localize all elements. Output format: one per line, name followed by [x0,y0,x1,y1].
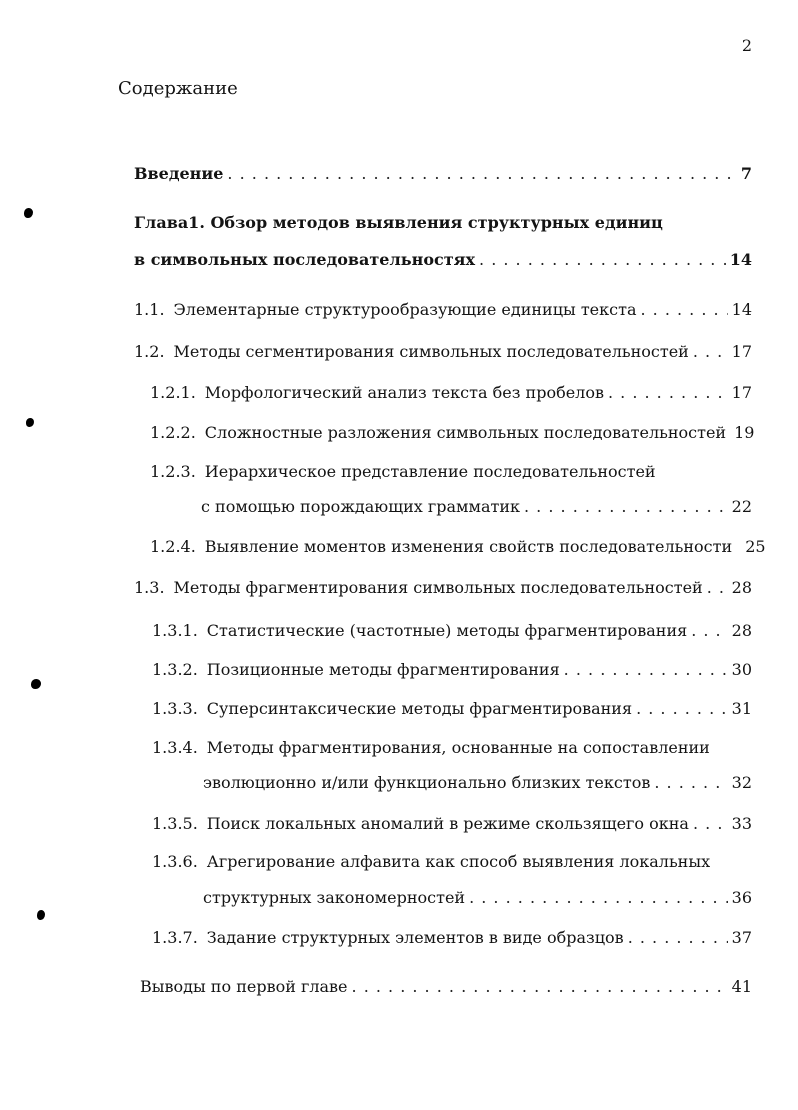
toc-entry-1-3-5[interactable] [152,814,752,833]
toc-label-text: Морфологический анализ текста без пробелов [204,383,604,402]
toc-label: эволюционно и/или функционально близких текстов [203,773,651,792]
toc-label-text: Элементарные структурообразующие единицы текста [173,300,637,319]
toc-title: Содержание [118,78,238,99]
toc-entry-1-2-4[interactable] [150,537,766,556]
toc-entry-1-1[interactable] [134,300,752,319]
toc-label [152,660,560,679]
toc-page: 36 [731,888,752,907]
toc-leader [654,773,727,792]
toc-num: 1.3.1. [152,621,198,640]
toc-label [150,383,604,402]
toc-label-text: Статистические (частотные) методы фрагментирования [206,621,688,640]
toc-label-text: Поиск локальных аномалий в режиме скользящего окна [206,814,689,833]
toc-num: 1.2. [134,342,165,361]
toc-entry-1-3-6[interactable] [203,888,752,907]
toc-label: структурных закономерностей [203,888,466,907]
toc-page: 19 [734,423,755,442]
toc-label-text: Выявление моментов изменения свойств последовательности [204,537,733,556]
toc-entry-chapter1[interactable] [134,250,752,269]
toc-entry-1-3-4-line1[interactable] [152,738,710,757]
toc-num: 1.3. [134,578,165,597]
scan-speck [37,910,45,920]
toc-page: 14 [731,300,752,319]
toc-entry-chapter1-line1[interactable]: Глава1. Обзор методов выявления структурных единиц [134,213,663,232]
toc-entry-1-2-1[interactable] [150,383,752,402]
toc-label [152,621,687,640]
toc-num: 1.3.3. [152,699,198,718]
toc-leader [352,977,728,996]
toc-num: 1.3.2. [152,660,198,679]
toc-page: 17 [731,342,752,361]
toc-leader [479,250,726,269]
toc-label-text: Методы фрагментирования символьных последовательностей [173,578,703,597]
scan-speck [24,208,33,218]
toc-label [134,342,689,361]
toc-page: 7 [740,164,752,183]
toc-page: 17 [731,383,752,402]
scan-speck [26,418,34,427]
toc-entry-1-3-2[interactable] [152,660,752,679]
toc-leader [693,342,728,361]
toc-page: 30 [731,660,752,679]
toc-label-text: Сложностные разложения символьных последовательностей [204,423,727,442]
toc-num: 1.2.3. [150,462,196,481]
page-number: 2 [741,36,752,55]
toc-page: 28 [731,621,752,640]
scan-speck [31,679,41,689]
toc-label [134,578,703,597]
toc-label [152,814,689,833]
toc-num: 1.3.6. [152,852,198,871]
toc-entry-1-2-3[interactable] [201,497,752,516]
toc-label: Выводы по первой главе [140,977,348,996]
toc-label-text: Суперсинтаксические методы фрагментирования [206,699,633,718]
toc-entry-1-2[interactable] [134,342,752,361]
toc-entry-1-2-3-line1[interactable] [150,462,656,481]
toc-entry-1-3-7[interactable] [152,928,752,947]
toc-label: с помощью порождающих грамматик [201,497,520,516]
toc-leader [227,164,736,183]
toc-label-text: Иерархическое представление последовательностей [204,462,656,481]
toc-entry-introduction[interactable] [134,164,752,183]
toc-page: 33 [731,814,752,833]
toc-page: 41 [731,977,752,996]
toc-entry-conclusions[interactable] [140,977,752,996]
toc-page: 28 [731,578,752,597]
toc-label-text: Методы фрагментирования, основанные на сопоставлении [206,738,710,757]
toc-page: 31 [731,699,752,718]
toc-leader [628,928,728,947]
toc-page: 32 [731,773,752,792]
toc-leader [691,621,727,640]
toc-label [152,699,632,718]
toc-page: 25 [745,537,766,556]
toc-label [134,300,636,319]
toc-leader [693,814,728,833]
toc-entry-1-3-3[interactable] [152,699,752,718]
toc-leader [608,383,728,402]
toc-entry-1-3[interactable] [134,578,752,597]
toc-leader [469,888,728,907]
toc-page: 22 [731,497,752,516]
toc-label: Введение [134,164,224,183]
toc-entry-1-2-2[interactable] [150,423,755,442]
toc-label-text: Агрегирование алфавита как способ выявления локальных [206,852,711,871]
toc-num: 1.3.5. [152,814,198,833]
toc-entry-1-3-4[interactable] [203,773,752,792]
toc-label-text: Позиционные методы фрагментирования [206,660,560,679]
toc-num: 1.2.2. [150,423,196,442]
toc-num: 1.3.7. [152,928,198,947]
toc-page: 14 [729,250,752,269]
toc-leader [636,699,728,718]
toc-num: 1.2.4. [150,537,196,556]
toc-label [152,928,624,947]
toc-num: 1.1. [134,300,165,319]
toc-leader [707,578,728,597]
toc-num: 1.2.1. [150,383,196,402]
toc-leader [640,300,727,319]
toc-leader [524,497,728,516]
toc-num: 1.3.4. [152,738,198,757]
toc-page: 37 [731,928,752,947]
toc-leader [564,660,728,679]
toc-label: в символьных последовательностях [134,250,476,269]
toc-label-text: Методы сегментирования символьных последовательностей [173,342,689,361]
toc-label [150,423,726,442]
toc-label-text: Задание структурных элементов в виде образцов [206,928,624,947]
toc-entry-1-3-1[interactable] [152,621,752,640]
toc-entry-1-3-6-line1[interactable] [152,852,710,871]
